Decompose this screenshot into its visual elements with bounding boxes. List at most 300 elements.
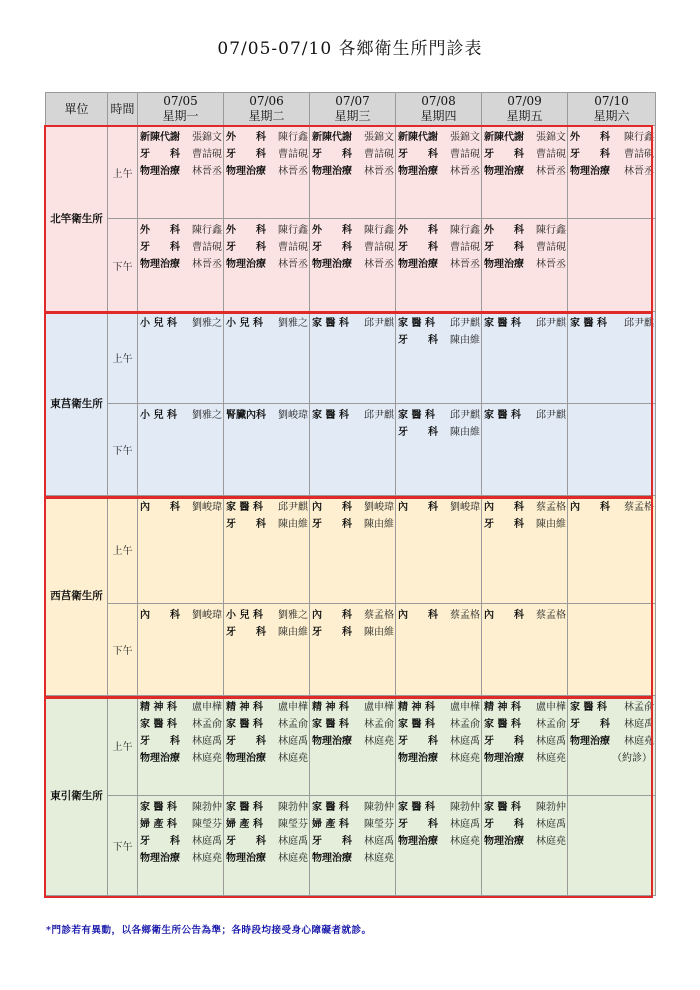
- clinic-entry: [396, 816, 481, 833]
- clinic-entry: [224, 222, 309, 239]
- doctor-name: 陳行鑫: [624, 132, 654, 143]
- doctor-name: 林庭堯: [536, 753, 566, 764]
- doctor-name: 林庭禹: [450, 819, 480, 830]
- doctor-name: 林晉丞: [536, 259, 566, 270]
- schedule-cell: [568, 219, 656, 312]
- clinic-entry: [224, 799, 309, 816]
- clinic-entry: [310, 222, 395, 239]
- doctor-name: 曹詰硯: [450, 242, 480, 253]
- clinic-entry: [138, 816, 223, 833]
- doctor-name: 盧申樺: [536, 702, 566, 713]
- schedule-cell: [482, 496, 568, 604]
- schedule-cell: [138, 219, 224, 312]
- schedule-cell: [224, 312, 310, 404]
- clinic-entry: [138, 256, 223, 273]
- department: 外 科: [226, 132, 266, 143]
- schedule-row: [46, 126, 656, 219]
- department: 物理治療: [484, 753, 524, 764]
- department: 腎臟內科: [226, 410, 266, 421]
- clinic-entry: [396, 163, 481, 180]
- clinic-entry: [310, 163, 395, 180]
- page-title: 07/05-07/10 各鄉衛生所門診表: [217, 39, 483, 59]
- department: 內 科: [140, 610, 180, 621]
- doctor-name: 陳由維: [364, 627, 394, 638]
- department: 小 兒 科: [226, 318, 263, 329]
- department: 牙 科: [226, 519, 266, 530]
- clinic-entry: [138, 850, 223, 867]
- department: 新陳代謝: [484, 132, 524, 143]
- unit-name: 北竿衛生所: [46, 126, 108, 312]
- department: 外 科: [226, 225, 266, 236]
- doctor-name: 林孟俞: [278, 719, 308, 730]
- schedule-cell: [482, 404, 568, 496]
- doctor-name: 林庭禹: [624, 719, 654, 730]
- clinic-entry: [396, 332, 481, 349]
- department: 家 醫 科: [226, 719, 263, 730]
- doctor-name: 林晉丞: [364, 166, 394, 177]
- doctor-name: 林庭堯: [278, 753, 308, 764]
- clinic-entry: [138, 699, 223, 716]
- doctor-name: 陳行鑫: [278, 225, 308, 236]
- schedule-cell: [482, 312, 568, 404]
- clinic-entry: [310, 816, 395, 833]
- afternoon-label: 下午: [108, 604, 138, 696]
- doctor-name: 邱尹麒: [450, 318, 480, 329]
- doctor-name: 林庭禹: [450, 736, 480, 747]
- department: 牙 科: [312, 627, 352, 638]
- doctor-name: 林晉丞: [450, 166, 480, 177]
- schedule-cell: [396, 404, 482, 496]
- afternoon-label: 下午: [108, 219, 138, 312]
- schedule-cell: [396, 604, 482, 696]
- doctor-name: 蔡孟格: [536, 502, 566, 513]
- day-header: 07/10 星期六: [568, 93, 656, 126]
- department: 家 醫 科: [484, 318, 521, 329]
- clinic-entry: [224, 239, 309, 256]
- day-header: 07/09 星期五: [482, 93, 568, 126]
- schedule-cell: [396, 219, 482, 312]
- schedule-row: [46, 796, 656, 896]
- clinic-entry: [224, 129, 309, 146]
- schedule-cell: [138, 604, 224, 696]
- department: 牙 科: [226, 242, 266, 253]
- doctor-name: 曹詰硯: [192, 149, 222, 160]
- department: 家 醫 科: [398, 802, 435, 813]
- doctor-name: 邱尹麒: [536, 410, 566, 421]
- clinic-entry: [482, 699, 567, 716]
- clinic-entry: [224, 163, 309, 180]
- morning-label: 上午: [108, 312, 138, 404]
- doctor-name: 邱尹麒: [278, 502, 308, 513]
- schedule-cell: [224, 496, 310, 604]
- footnote: *門診若有異動，以各鄉衛生所公告為準；各時段均接受身心障礙者就診。: [46, 925, 372, 936]
- doctor-name: 蔡孟格: [450, 610, 480, 621]
- department: 牙 科: [226, 836, 266, 847]
- doctor-name: 邱尹麒: [624, 318, 654, 329]
- department: 內 科: [570, 502, 610, 513]
- day-header: 07/06 星期二: [224, 93, 310, 126]
- schedule-cell: [224, 696, 310, 796]
- doctor-name: 曹詰硯: [536, 242, 566, 253]
- department: 牙 科: [226, 627, 266, 638]
- doctor-name: 林庭堯: [624, 736, 654, 747]
- schedule-cell: [138, 404, 224, 496]
- clinic-entry: [482, 239, 567, 256]
- clinic-entry: [396, 607, 481, 624]
- clinic-entry: [138, 733, 223, 750]
- clinic-entry: [396, 699, 481, 716]
- doctor-name: 曹詰硯: [364, 149, 394, 160]
- clinic-entry: [310, 799, 395, 816]
- schedule-cell: [224, 796, 310, 896]
- clinic-entry: [568, 163, 655, 180]
- doctor-name: 曹詰硯: [364, 242, 394, 253]
- schedule-cell: [224, 604, 310, 696]
- doctor-name: 劉峻瑋: [278, 410, 308, 421]
- department: 內 科: [484, 610, 524, 621]
- doctor-name: 蔡孟格: [624, 502, 654, 513]
- doctor-name: 劉峻瑋: [192, 502, 222, 513]
- clinic-entry: [396, 129, 481, 146]
- department: 牙 科: [226, 736, 266, 747]
- doctor-name: 陳勃仲: [536, 802, 566, 813]
- clinic-entry: [138, 407, 223, 424]
- department: 內 科: [312, 610, 352, 621]
- clinic-entry: [396, 733, 481, 750]
- department: 外 科: [484, 225, 524, 236]
- department: 家 醫 科: [398, 410, 435, 421]
- department: 內 科: [398, 502, 438, 513]
- clinic-entry: [568, 716, 655, 733]
- doctor-name: 陳行鑫: [192, 225, 222, 236]
- doctor-name: 陳勃仲: [278, 802, 308, 813]
- doctor-name: 張錦文: [450, 132, 480, 143]
- clinic-entry: [310, 239, 395, 256]
- clinic-entry: [482, 733, 567, 750]
- doctor-name: 林庭堯: [364, 853, 394, 864]
- department: 牙 科: [398, 335, 438, 346]
- doctor-name: 蔡孟格: [536, 610, 566, 621]
- department: 牙 科: [398, 427, 438, 438]
- appointment-note: （約診）: [612, 753, 652, 764]
- unit-name: 西莒衛生所: [46, 496, 108, 696]
- clinic-entry: [396, 499, 481, 516]
- department: 牙 科: [140, 836, 180, 847]
- clinic-entry: [224, 716, 309, 733]
- doctor-name: 曹詰硯: [624, 149, 654, 160]
- doctor-name: 林庭堯: [450, 753, 480, 764]
- doctor-name: 邱尹麒: [450, 410, 480, 421]
- clinic-entry: [310, 624, 395, 641]
- department: 家 醫 科: [140, 802, 177, 813]
- department: 物理治療: [226, 166, 266, 177]
- department: 外 科: [140, 225, 180, 236]
- department: 物理治療: [140, 753, 180, 764]
- doctor-name: 林庭堯: [536, 836, 566, 847]
- department: 家 醫 科: [312, 410, 349, 421]
- clinic-entry: [310, 716, 395, 733]
- doctor-name: 陳由維: [278, 519, 308, 530]
- doctor-name: 陳瑩芬: [192, 819, 222, 830]
- clinic-entry: [138, 607, 223, 624]
- clinic-entry: [224, 256, 309, 273]
- department: 物理治療: [312, 853, 352, 864]
- clinic-entry: [568, 129, 655, 146]
- clinic-entry: [482, 499, 567, 516]
- clinic-entry: [482, 716, 567, 733]
- department: 家 醫 科: [140, 719, 177, 730]
- schedule-cell: [568, 796, 656, 896]
- morning-label: 上午: [108, 696, 138, 796]
- department: 物理治療: [398, 259, 438, 270]
- department: 小 兒 科: [140, 318, 177, 329]
- department: 精 神 科: [398, 702, 435, 713]
- schedule-cell: [396, 696, 482, 796]
- clinic-entry: [568, 733, 655, 750]
- schedule-cell: [310, 696, 396, 796]
- department: 家 醫 科: [484, 719, 521, 730]
- schedule-cell: [568, 404, 656, 496]
- doctor-name: 林孟俞: [450, 719, 480, 730]
- clinic-entry: [224, 146, 309, 163]
- unit-header: 單位: [46, 93, 108, 126]
- clinic-entry: [310, 516, 395, 533]
- clinic-entry: [138, 716, 223, 733]
- doctor-name: 林庭堯: [192, 753, 222, 764]
- clinic-entry: [138, 499, 223, 516]
- department: 牙 科: [484, 736, 524, 747]
- doctor-name: 林孟俞: [536, 719, 566, 730]
- clinic-entry: [138, 315, 223, 332]
- doctor-name: 邱尹麒: [364, 410, 394, 421]
- clinic-entry: [396, 239, 481, 256]
- doctor-name: 陳勃仲: [450, 802, 480, 813]
- clinic-entry: [224, 624, 309, 641]
- department: 牙 科: [312, 242, 352, 253]
- doctor-name: 盧申樺: [364, 702, 394, 713]
- schedule-row: [46, 496, 656, 604]
- schedule-cell: [138, 696, 224, 796]
- doctor-name: 林晉丞: [192, 259, 222, 270]
- afternoon-label: 下午: [108, 404, 138, 496]
- schedule-row: [46, 219, 656, 312]
- doctor-name: 張錦文: [192, 132, 222, 143]
- schedule-cell: [310, 404, 396, 496]
- clinic-entry: [482, 129, 567, 146]
- clinic-entry: [482, 163, 567, 180]
- unit-name: 東莒衛生所: [46, 312, 108, 496]
- clinic-entry: [482, 816, 567, 833]
- schedule-cell: [482, 696, 568, 796]
- doctor-name: 劉雅之: [192, 318, 222, 329]
- department: 牙 科: [312, 519, 352, 530]
- clinic-entry: [482, 750, 567, 767]
- department: 精 神 科: [140, 702, 177, 713]
- doctor-name: 曹詰硯: [536, 149, 566, 160]
- department: 新陳代謝: [312, 132, 352, 143]
- doctor-name: 蔡孟格: [364, 610, 394, 621]
- doctor-name: 邱尹麒: [364, 318, 394, 329]
- schedule-cell: [224, 219, 310, 312]
- doctor-name: 劉雅之: [192, 410, 222, 421]
- schedule-cell: [310, 219, 396, 312]
- schedule-cell: [482, 126, 568, 219]
- department: 牙 科: [398, 242, 438, 253]
- clinic-entry: [224, 699, 309, 716]
- schedule-cell: [568, 496, 656, 604]
- department: 家 醫 科: [570, 702, 607, 713]
- department: 精 神 科: [312, 702, 349, 713]
- morning-label: 上午: [108, 496, 138, 604]
- department: 牙 科: [398, 819, 438, 830]
- doctor-name: 張錦文: [364, 132, 394, 143]
- clinic-entry: [224, 499, 309, 516]
- doctor-name: 曹詰硯: [192, 242, 222, 253]
- department: 牙 科: [570, 149, 610, 160]
- doctor-name: 陳行鑫: [364, 225, 394, 236]
- department: 物理治療: [484, 259, 524, 270]
- clinic-entry: [482, 222, 567, 239]
- doctor-name: 林孟俞: [624, 702, 654, 713]
- schedule-cell: [396, 796, 482, 896]
- morning-label: 上午: [108, 126, 138, 219]
- schedule-cell: [396, 496, 482, 604]
- department: 新陳代謝: [140, 132, 180, 143]
- clinic-entry: [138, 222, 223, 239]
- department: 物理治療: [312, 259, 352, 270]
- schedule-row: [46, 404, 656, 496]
- department: 物理治療: [484, 166, 524, 177]
- clinic-entry: [396, 222, 481, 239]
- doctor-name: 林晉丞: [624, 166, 654, 177]
- schedule-cell: [568, 604, 656, 696]
- clinic-schedule-table: [45, 92, 656, 896]
- clinic-entry: [224, 850, 309, 867]
- doctor-name: 林庭禹: [192, 836, 222, 847]
- schedule-cell: [568, 312, 656, 404]
- doctor-name: 林庭禹: [536, 819, 566, 830]
- schedule-cell: [568, 696, 656, 796]
- department: 婦 產 科: [140, 819, 177, 830]
- schedule-row: [46, 604, 656, 696]
- department: 家 醫 科: [570, 318, 607, 329]
- doctor-name: 林晉丞: [364, 259, 394, 270]
- clinic-entry: [568, 315, 655, 332]
- department: 物理治療: [226, 753, 266, 764]
- schedule-cell: [310, 126, 396, 219]
- department: 物理治療: [398, 753, 438, 764]
- department: 精 神 科: [226, 702, 263, 713]
- clinic-entry: [568, 699, 655, 716]
- clinic-entry: [396, 799, 481, 816]
- clinic-entry: [568, 146, 655, 163]
- schedule-cell: [396, 126, 482, 219]
- day-header: 07/08 星期四: [396, 93, 482, 126]
- doctor-name: 林孟俞: [364, 719, 394, 730]
- clinic-entry: [396, 146, 481, 163]
- schedule-cell: [224, 126, 310, 219]
- clinic-entry: [138, 799, 223, 816]
- day-header: 07/07 星期三: [310, 93, 396, 126]
- doctor-name: 邱尹麒: [536, 318, 566, 329]
- department: 內 科: [312, 502, 352, 513]
- department: 家 醫 科: [226, 802, 263, 813]
- doctor-name: 陳由維: [536, 519, 566, 530]
- day-header: 07/05 星期一: [138, 93, 224, 126]
- department: 物理治療: [226, 259, 266, 270]
- clinic-entry: [568, 499, 655, 516]
- department: 婦 產 科: [312, 819, 349, 830]
- header-row: [46, 93, 656, 126]
- clinic-entry: [482, 146, 567, 163]
- clinic-entry: [224, 750, 309, 767]
- schedule-cell: [482, 219, 568, 312]
- clinic-entry: [224, 607, 309, 624]
- afternoon-label: 下午: [108, 796, 138, 896]
- schedule-cell: [138, 796, 224, 896]
- schedule-cell: [482, 604, 568, 696]
- clinic-entry: [138, 833, 223, 850]
- clinic-entry: [396, 716, 481, 733]
- department: 家 醫 科: [226, 502, 263, 513]
- schedule-cell: [138, 126, 224, 219]
- clinic-entry: [396, 424, 481, 441]
- doctor-name: 劉雅之: [278, 610, 308, 621]
- schedule-cell: [310, 604, 396, 696]
- clinic-entry: [224, 816, 309, 833]
- clinic-entry: [310, 256, 395, 273]
- clinic-entry: [224, 315, 309, 332]
- department: 牙 科: [570, 719, 610, 730]
- clinic-entry: [396, 750, 481, 767]
- clinic-entry: [138, 146, 223, 163]
- doctor-name: 曹詰硯: [278, 149, 308, 160]
- schedule-cell: [310, 312, 396, 404]
- department: 牙 科: [398, 736, 438, 747]
- clinic-entry: [482, 607, 567, 624]
- department: 家 醫 科: [398, 719, 435, 730]
- doctor-name: 林庭堯: [278, 853, 308, 864]
- doctor-name: 林庭禹: [364, 836, 394, 847]
- clinic-entry: [482, 799, 567, 816]
- doctor-name: 陳行鑫: [278, 132, 308, 143]
- doctor-name: 林晉丞: [278, 259, 308, 270]
- doctor-name: 林庭堯: [364, 736, 394, 747]
- clinic-entry: [224, 407, 309, 424]
- doctor-name: 盧申樺: [278, 702, 308, 713]
- department: 物理治療: [398, 166, 438, 177]
- department: 牙 科: [312, 836, 352, 847]
- department: 物理治療: [140, 853, 180, 864]
- department: 牙 科: [312, 149, 352, 160]
- department: 家 醫 科: [484, 410, 521, 421]
- doctor-name: 陳勃仲: [192, 802, 222, 813]
- department: 牙 科: [484, 149, 524, 160]
- clinic-entry: [482, 516, 567, 533]
- time-header: 時間: [108, 93, 138, 126]
- department: 精 神 科: [484, 702, 521, 713]
- doctor-name: 陳行鑫: [536, 225, 566, 236]
- schedule-cell: [224, 404, 310, 496]
- department: 牙 科: [484, 242, 524, 253]
- clinic-entry: [396, 315, 481, 332]
- doctor-name: 林晉丞: [192, 166, 222, 177]
- department: 內 科: [140, 502, 180, 513]
- schedule-cell: [396, 312, 482, 404]
- department: 牙 科: [484, 519, 524, 530]
- clinic-entry: [138, 750, 223, 767]
- department: 牙 科: [140, 242, 180, 253]
